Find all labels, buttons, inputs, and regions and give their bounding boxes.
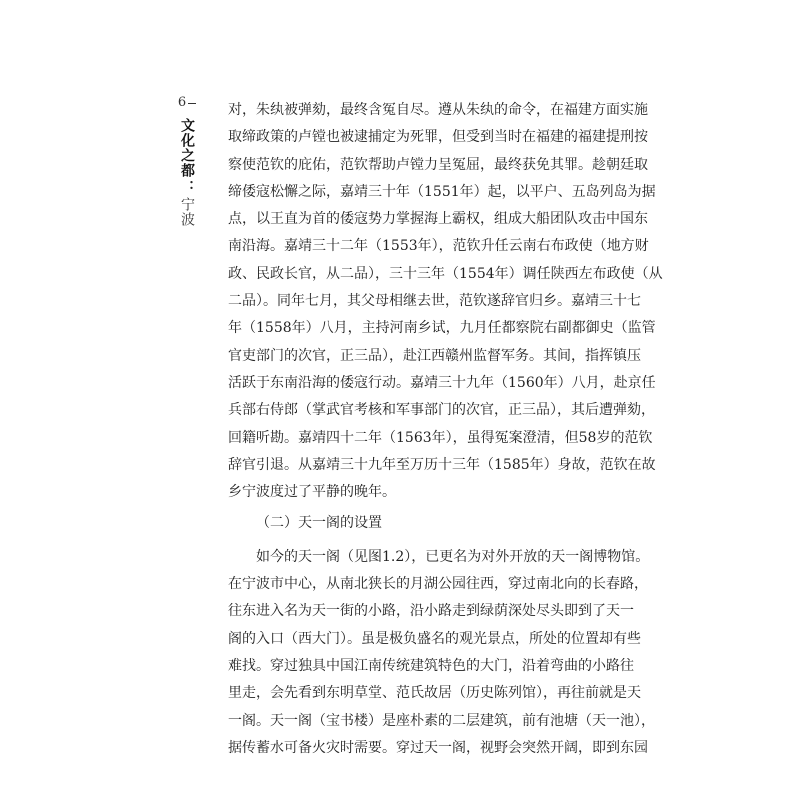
text-line: 据传蓄水可备火灾时需要。穿过天一阁，视野会突然开阔，即到东园 — [228, 739, 648, 756]
text-line: 点，以王直为首的倭寇势力掌握海上霸权，组成大船团队攻击中国东 — [228, 211, 648, 228]
running-head-subtitle: 宁波 — [179, 197, 195, 227]
text-line: 阁的入口（西大门）。虽是极负盛名的观光景点，所处的位置却有些 — [228, 630, 641, 647]
text-line: 里走，会先看到东明草堂、范氏故居（历史陈列馆），再往前就是天 — [228, 685, 641, 702]
page-number — [178, 96, 196, 110]
text-line: 取缔政策的卢镗也被逮捕定为死罪，但受到当时在福建的福建提刑按 — [228, 129, 648, 146]
text-line: 官吏部门的次官，正三品），赴江西赣州监督军务。其间，指挥镇压 — [228, 347, 641, 364]
text-line: 年（1558年）八月，主持河南乡试，九月任都察院右副都御史（监管 — [228, 320, 656, 337]
text-line: 一阁。天一阁（宝书楼）是座朴素的二层建筑，前有池塘（天一池）， — [228, 712, 655, 729]
running-head-title: 文化之都 — [179, 118, 195, 178]
text-line: 往东进入名为天一街的小路，沿小路走到绿荫深处尽头即到了天一 — [228, 603, 634, 620]
text-line: 兵部右侍郎（掌武官考核和军事部门的次官，正三品），其后遭弹劾， — [228, 402, 655, 419]
text-line: 如今的天一阁（见图1.2），已更名为对外开放的天一阁博物馆。 — [256, 548, 650, 565]
paragraph-2 — [228, 544, 655, 762]
page-number-rule — [188, 103, 196, 104]
text-line: 缔倭寇松懈之际，嘉靖三十年（1551年）起，以平户、五岛列岛为据 — [228, 183, 656, 200]
text-line: 辞官引退。从嘉靖三十九年至万历十三年（1585年）身故，范钦在故 — [228, 456, 656, 473]
paragraph-1 — [228, 97, 663, 506]
body-text — [228, 97, 663, 762]
text-line: 南沿海。嘉靖三十二年（1553年），范钦升任云南右布政使（地方财 — [228, 238, 649, 255]
text-line: 察使范钦的庇佑，范钦帮助卢镗力呈冤屈，最终获免其罪。趁朝廷取 — [228, 156, 648, 173]
text-line: 活跃于东南沿海的倭寇行动。嘉靖三十九年（1560年）八月，赴京任 — [228, 374, 656, 391]
text-line: 乡宁波度过了平静的晚年。 — [228, 484, 396, 501]
page-margin — [172, 96, 202, 227]
page-number-value: 6 — [177, 95, 187, 110]
section-heading: （二）天一阁的设置 — [256, 515, 382, 532]
text-line: 难找。穿过独具中国江南传统建筑特色的大门，沿着弯曲的小路往 — [228, 657, 634, 674]
text-line: 在宁波市中心，从南北狭长的月湖公园往西，穿过南北向的长春路， — [228, 576, 648, 593]
text-line: 政、民政长官，从二品），三十三年（1554年）调任陕西左布政使（从 — [228, 265, 663, 282]
text-line: 对，朱纨被弹劾，最终含冤自尽。遵从朱纨的命令，在福建方面实施 — [228, 102, 648, 118]
text-line: 回籍听勘。嘉靖四十二年（1563年），虽得冤案澄清，但58岁的范钦 — [228, 429, 653, 446]
text-line: 二品）。同年七月，其父母相继去世，范钦遂辞官归乡。嘉靖三十七 — [228, 293, 641, 310]
running-head — [179, 118, 195, 227]
running-head-separator: ： — [179, 180, 195, 195]
